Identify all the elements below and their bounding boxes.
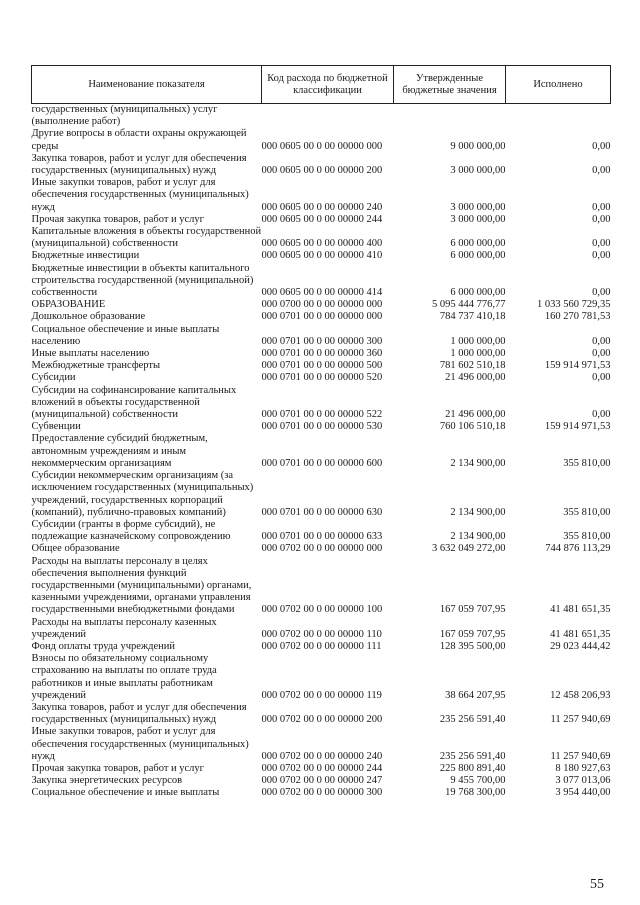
row-name: Общее образование [31,543,120,555]
row-approved: 235 256 591,40 [439,714,506,726]
row-code: 000 0701 00 0 00 00000 500 [261,360,383,372]
row-name: Закупка товаров, работ и услуг для обеспечения государственных (муниципальных) нужд [31,152,247,177]
row-code: 000 0605 00 0 00 00000 410 [261,250,383,262]
row-code: 000 0702 00 0 00 00000 200 [261,714,383,726]
row-approved: 2 134 900,00 [450,457,506,469]
table-row [32,153,611,177]
table-row [32,775,611,787]
row-approved: 3 000 000,00 [450,165,506,177]
row-name: Расходы на выплаты персоналу казенных учреждений [31,616,217,640]
row-name: ОБРАЗОВАНИЕ [31,299,106,311]
row-executed: 0,00 [592,372,611,384]
table-row [32,385,611,422]
header-executed: Исполнено [506,66,611,104]
table-row [32,653,611,702]
row-code: 000 0702 00 0 00 00000 300 [261,787,383,799]
row-code: 000 0702 00 0 00 00000 240 [261,750,383,762]
row-executed [506,104,611,129]
table-row [32,104,611,129]
table-row [32,543,611,555]
page-number: 55 [590,877,604,892]
row-code: 000 0701 00 0 00 00000 630 [261,506,383,518]
table-row [32,348,611,360]
row-approved: 781 602 510,18 [439,360,506,372]
row-name: Прочая закупка товаров, работ и услуг [31,762,204,774]
row-executed: 8 180 927,63 [555,762,611,774]
table-row [32,299,611,311]
row-approved: 235 256 591,40 [439,750,506,762]
row-executed: 355 810,00 [563,457,611,469]
table-row [32,421,611,433]
row-name: Капитальные вложения в объекты государственной (муниципальной) собственности [31,226,262,250]
row-approved: 21 496 000,00 [445,372,506,384]
row-approved: 21 496 000,00 [445,409,506,421]
row-executed: 0,00 [592,165,611,177]
row-approved: 38 664 207,95 [445,689,506,701]
row-code: 000 0702 00 0 00 00000 000 [261,543,383,555]
row-code: 000 0702 00 0 00 00000 110 [261,628,382,640]
table-body [32,104,611,800]
row-code: 000 0702 00 0 00 00000 100 [261,604,383,616]
row-code: 000 0702 00 0 00 00000 111 [261,640,382,652]
row-name: государственных (муниципальных) услуг (выполнение работ) [31,104,218,128]
row-executed: 0,00 [592,140,611,152]
table-row [32,787,611,799]
table-row [32,214,611,226]
row-code: 000 0701 00 0 00 00000 522 [261,409,383,421]
row-code: 000 0605 00 0 00 00000 200 [261,165,383,177]
row-approved: 2 134 900,00 [450,531,506,543]
row-executed: 0,00 [592,348,611,360]
row-name: Фонд оплаты труда учреждений [31,640,175,652]
row-approved: 784 737 410,18 [439,311,506,323]
table-row [32,263,611,300]
row-executed: 744 876 113,29 [545,543,611,555]
row-approved: 3 632 049 272,00 [432,543,506,555]
row-name: Закупка товаров, работ и услуг для обеспечения государственных (муниципальных) нужд [31,701,247,726]
row-approved: 2 134 900,00 [450,506,506,518]
row-executed: 11 257 940,69 [550,714,611,726]
row-name: Субсидии (гранты в форме субсидий), не подлежащие казначейскому сопровождению [31,518,231,543]
row-approved: 3 000 000,00 [450,213,506,225]
row-executed: 12 458 206,93 [550,689,611,701]
row-name: Иные закупки товаров, работ и услуг для обеспечения государственных (муниципальных) нужд [31,177,249,213]
table-row [32,726,611,763]
row-approved: 5 095 444 776,77 [432,299,506,311]
row-code: 000 0701 00 0 00 00000 633 [261,531,383,543]
table-row [32,360,611,372]
table-row [32,324,611,348]
row-executed: 41 481 651,35 [550,604,611,616]
row-approved: 9 000 000,00 [450,140,506,152]
row-name: Социальное обеспечение и иные выплаты населению [31,323,220,347]
row-code: 000 0702 00 0 00 00000 119 [261,689,382,701]
row-executed: 29 023 444,42 [550,640,611,652]
row-name: Субсидии некоммерческим организациям (за исключением государственных (муниципальных) учреждений, государственных корпораций (компаний), публично-правовых компаний) [31,470,254,518]
row-code: 000 0605 00 0 00 00000 414 [261,287,383,299]
row-name: Бюджетные инвестиции [31,250,140,262]
row-code: 000 0605 00 0 00 00000 244 [261,213,383,225]
row-name: Иные выплаты населению [31,348,150,360]
table-row [32,617,611,641]
budget-table [31,65,611,800]
row-approved: 6 000 000,00 [450,250,506,262]
row-executed: 160 270 781,53 [544,311,611,323]
header-indicator-name: Наименование показателя [32,66,262,104]
row-executed: 159 914 971,53 [544,360,611,372]
row-name: Субсидии на софинансирование капитальных вложений в объекты государственной (муниципальной) собственности [31,384,237,421]
row-code: 000 0701 00 0 00 00000 600 [261,457,383,469]
table-row [32,226,611,250]
row-name: Взносы по обязательному социальному страхованию на выплаты по оплате труда работников и иные выплаты работникам учреждений [31,653,217,701]
row-approved: 760 106 510,18 [439,421,506,433]
row-code: 000 0701 00 0 00 00000 520 [261,372,383,384]
row-name: Предоставление субсидий бюджетным, автономным учреждениям и иным некоммерческим организациям [31,433,208,469]
row-approved: 128 395 500,00 [439,640,506,652]
row-approved: 6 000 000,00 [450,287,506,299]
row-name: Прочая закупка товаров, работ и услуг [31,213,204,225]
row-name: Иные закупки товаров, работ и услуг для обеспечения государственных (муниципальных) нужд [31,726,249,762]
row-name: Другие вопросы в области охраны окружающей среды [31,128,247,152]
table-row [32,128,611,152]
row-code [262,104,394,129]
row-name: Социальное обеспечение и иные выплаты [31,787,220,799]
row-approved [394,104,506,129]
row-approved: 167 059 707,95 [439,604,506,616]
table-row [32,470,611,519]
row-executed: 355 810,00 [563,531,611,543]
row-code: 000 0605 00 0 00 00000 240 [261,201,383,213]
row-approved: 225 800 891,40 [439,762,506,774]
row-executed: 355 810,00 [563,506,611,518]
row-code: 000 0701 00 0 00 00000 530 [261,421,383,433]
row-name: Субвенции [31,421,81,433]
row-code: 000 0701 00 0 00 00000 000 [261,311,383,323]
row-code: 000 0701 00 0 00 00000 300 [261,335,383,347]
table-row [32,372,611,384]
row-code: 000 0700 00 0 00 00000 000 [261,299,383,311]
row-executed: 11 257 940,69 [550,750,611,762]
row-executed: 0,00 [592,287,611,299]
row-approved: 9 455 700,00 [450,775,506,787]
row-name: Расходы на выплаты персоналу в целях обеспечения выполнения функций государственными (муниципальными) органами, казенными учреждениями, органами управления государственными внебюджетными фондами [31,555,252,616]
table-row [32,702,611,726]
row-name: Бюджетные инвестиции в объекты капитального строительства государственной (муниципальной) собственности [31,262,254,299]
table-row [32,519,611,543]
row-executed: 0,00 [592,201,611,213]
header-budget-code: Код расхода по бюджетной классификации [262,66,394,104]
row-executed: 0,00 [592,213,611,225]
row-name: Межбюджетные трансферты [31,360,161,372]
row-name: Закупка энергетических ресурсов [31,775,183,787]
row-approved: 3 000 000,00 [450,201,506,213]
row-approved: 1 000 000,00 [450,335,506,347]
budget-report-page [31,65,610,800]
row-executed: 0,00 [592,250,611,262]
row-executed: 0,00 [592,335,611,347]
row-approved: 6 000 000,00 [450,238,506,250]
row-approved: 1 000 000,00 [450,348,506,360]
table-row [32,433,611,470]
header-approved-values: Утвержденные бюджетные значения [394,66,506,104]
row-executed: 3 077 013,06 [555,775,611,787]
row-name: Дошкольное образование [31,311,146,323]
row-code: 000 0605 00 0 00 00000 000 [261,140,383,152]
row-executed: 1 033 560 729,35 [537,299,611,311]
row-code: 000 0605 00 0 00 00000 400 [261,238,383,250]
table-row [32,641,611,653]
table-row [32,556,611,617]
row-executed: 159 914 971,53 [544,421,611,433]
row-executed: 0,00 [592,409,611,421]
table-row [32,763,611,775]
table-header-row [32,66,611,104]
row-approved: 167 059 707,95 [439,628,506,640]
row-executed: 41 481 651,35 [550,628,611,640]
row-name: Субсидии [31,372,76,384]
table-row [32,250,611,262]
row-code: 000 0702 00 0 00 00000 247 [261,775,383,787]
row-executed: 3 954 440,00 [555,787,611,799]
table-row [32,311,611,323]
row-code: 000 0701 00 0 00 00000 360 [261,348,383,360]
row-approved: 19 768 300,00 [445,787,506,799]
table-row [32,177,611,214]
row-code: 000 0702 00 0 00 00000 244 [261,762,383,774]
row-executed: 0,00 [592,238,611,250]
